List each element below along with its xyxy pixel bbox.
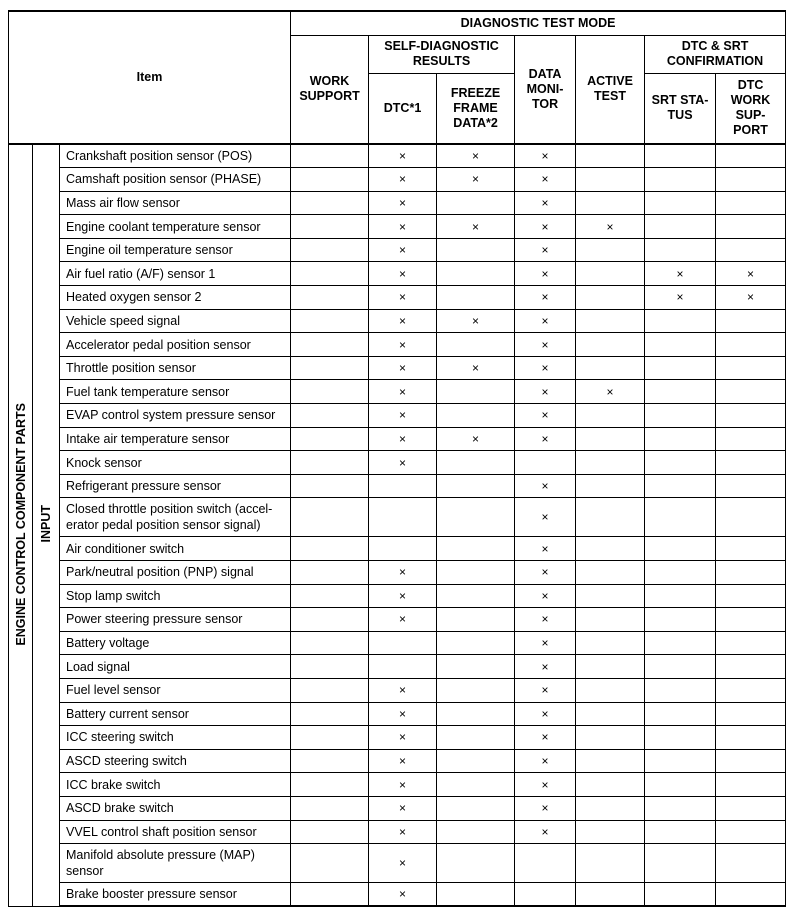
item-name: Manifold absolute pressure (MAP) sensor (60, 844, 291, 883)
mark-cell-active-test (576, 883, 645, 907)
mark-cell-dtc1: × (369, 451, 437, 475)
mark-cell-work-support (291, 404, 369, 428)
subgroup-label-cell (33, 144, 60, 906)
mark-cell-srt-status (645, 309, 716, 333)
active-test-header: ACTIVE TEST (576, 35, 645, 144)
mark-cell-data-monitor: × (515, 749, 576, 773)
mark-cell-dtc-work-support (716, 537, 786, 561)
mark-cell-dtc1: × (369, 309, 437, 333)
item-name: Mass air flow sensor (60, 191, 291, 215)
mark-cell-dtc-work-support (716, 404, 786, 428)
mark-cell-freeze-frame (437, 608, 515, 632)
mark-cell-dtc1 (369, 655, 437, 679)
table-row (9, 883, 786, 907)
mark-cell-data-monitor: × (515, 702, 576, 726)
mark-cell-freeze-frame (437, 404, 515, 428)
mark-cell-srt-status (645, 726, 716, 750)
mark-cell-dtc-work-support (716, 702, 786, 726)
mark-cell-active-test (576, 309, 645, 333)
mark-cell-dtc-work-support (716, 309, 786, 333)
mark-cell-active-test (576, 474, 645, 498)
mark-cell-data-monitor: × (515, 796, 576, 820)
mark-cell-srt-status (645, 796, 716, 820)
mark-cell-srt-status (645, 608, 716, 632)
mark-cell-dtc-work-support (716, 883, 786, 907)
mark-cell-dtc-work-support (716, 844, 786, 883)
mark-cell-active-test (576, 749, 645, 773)
mark-cell-dtc-work-support (716, 427, 786, 451)
dtc-work-support-header: DTC WORK SUP- PORT (716, 73, 786, 144)
mark-cell-freeze-frame (437, 702, 515, 726)
mark-cell-freeze-frame (437, 883, 515, 907)
mark-cell-dtc1 (369, 474, 437, 498)
mark-cell-srt-status (645, 631, 716, 655)
mark-cell-dtc-work-support (716, 584, 786, 608)
mark-cell-srt-status (645, 561, 716, 585)
mark-cell-dtc1: × (369, 404, 437, 428)
mark-cell-data-monitor: × (515, 286, 576, 310)
mark-cell-freeze-frame: × (437, 427, 515, 451)
mark-cell-data-monitor: × (515, 655, 576, 679)
table-row (9, 404, 786, 428)
mark-cell-srt-status (645, 678, 716, 702)
mark-cell-active-test (576, 427, 645, 451)
mark-cell-dtc-work-support: × (716, 262, 786, 286)
mark-cell-srt-status (645, 333, 716, 357)
table-row (9, 537, 786, 561)
mark-cell-data-monitor (515, 883, 576, 907)
mark-cell-dtc1: × (369, 561, 437, 585)
mark-cell-srt-status (645, 451, 716, 475)
mark-cell-active-test (576, 773, 645, 797)
mark-cell-freeze-frame (437, 451, 515, 475)
mark-cell-srt-status (645, 749, 716, 773)
item-name: Fuel tank temperature sensor (60, 380, 291, 404)
mark-cell-freeze-frame (437, 238, 515, 262)
mark-cell-dtc-work-support (716, 773, 786, 797)
mark-cell-dtc1: × (369, 844, 437, 883)
mark-cell-dtc-work-support (716, 380, 786, 404)
mark-cell-work-support (291, 238, 369, 262)
mark-cell-dtc1: × (369, 380, 437, 404)
mark-cell-srt-status (645, 168, 716, 192)
diagnostic-test-mode-header: DIAGNOSTIC TEST MODE (291, 11, 786, 35)
table-row (9, 451, 786, 475)
mark-cell-srt-status (645, 655, 716, 679)
mark-cell-active-test (576, 726, 645, 750)
work-support-header: WORK SUPPORT (291, 35, 369, 144)
mark-cell-srt-status (645, 144, 716, 168)
item-name: Throttle position sensor (60, 356, 291, 380)
mark-cell-srt-status (645, 474, 716, 498)
mark-cell-dtc1 (369, 498, 437, 537)
table-row (9, 286, 786, 310)
mark-cell-freeze-frame (437, 820, 515, 844)
mark-cell-freeze-frame (437, 796, 515, 820)
mark-cell-data-monitor: × (515, 678, 576, 702)
item-name: ICC brake switch (60, 773, 291, 797)
table-row (9, 631, 786, 655)
mark-cell-active-test: × (576, 215, 645, 239)
table-row (9, 726, 786, 750)
mark-cell-data-monitor: × (515, 584, 576, 608)
mark-cell-data-monitor: × (515, 356, 576, 380)
mark-cell-data-monitor: × (515, 333, 576, 357)
self-diagnostic-results-header: SELF-DIAGNOSTIC RESULTS (369, 35, 515, 73)
mark-cell-active-test (576, 561, 645, 585)
table-row (9, 608, 786, 632)
mark-cell-dtc-work-support (716, 561, 786, 585)
mark-cell-srt-status (645, 883, 716, 907)
mark-cell-dtc-work-support (716, 451, 786, 475)
mark-cell-active-test (576, 631, 645, 655)
mark-cell-active-test (576, 655, 645, 679)
item-name: Accelerator pedal position sensor (60, 333, 291, 357)
mark-cell-dtc1: × (369, 333, 437, 357)
mark-cell-freeze-frame (437, 773, 515, 797)
mark-cell-freeze-frame: × (437, 356, 515, 380)
mark-cell-srt-status (645, 820, 716, 844)
mark-cell-work-support (291, 215, 369, 239)
table-row (9, 168, 786, 192)
mark-cell-data-monitor: × (515, 498, 576, 537)
mark-cell-dtc1: × (369, 262, 437, 286)
item-header: Item (9, 11, 291, 144)
table-row (9, 678, 786, 702)
mark-cell-work-support (291, 796, 369, 820)
mark-cell-dtc-work-support (716, 608, 786, 632)
table-row (9, 498, 786, 537)
mark-cell-dtc-work-support (716, 796, 786, 820)
mark-cell-dtc1: × (369, 168, 437, 192)
mark-cell-active-test (576, 498, 645, 537)
table-row (9, 474, 786, 498)
mark-cell-work-support (291, 820, 369, 844)
mark-cell-data-monitor (515, 844, 576, 883)
mark-cell-data-monitor: × (515, 262, 576, 286)
mark-cell-freeze-frame (437, 333, 515, 357)
mark-cell-dtc1: × (369, 144, 437, 168)
mark-cell-srt-status (645, 380, 716, 404)
mark-cell-active-test (576, 678, 645, 702)
item-name: Engine coolant temperature sensor (60, 215, 291, 239)
item-name: Fuel level sensor (60, 678, 291, 702)
mark-cell-dtc-work-support (716, 168, 786, 192)
item-name: Load signal (60, 655, 291, 679)
mark-cell-dtc1 (369, 537, 437, 561)
mark-cell-srt-status (645, 773, 716, 797)
table-row (9, 356, 786, 380)
dtc-srt-confirmation-header: DTC & SRT CONFIRMATION (645, 35, 786, 73)
mark-cell-freeze-frame: × (437, 144, 515, 168)
mark-cell-dtc-work-support (716, 144, 786, 168)
mark-cell-work-support (291, 749, 369, 773)
mark-cell-work-support (291, 333, 369, 357)
item-name: ICC steering switch (60, 726, 291, 750)
table-row (9, 773, 786, 797)
item-name: Air conditioner switch (60, 537, 291, 561)
item-name: Intake air temperature sensor (60, 427, 291, 451)
mark-cell-data-monitor: × (515, 474, 576, 498)
srt-status-header: SRT STA- TUS (645, 73, 716, 144)
mark-cell-dtc1: × (369, 608, 437, 632)
mark-cell-work-support (291, 474, 369, 498)
mark-cell-work-support (291, 726, 369, 750)
mark-cell-dtc1: × (369, 678, 437, 702)
mark-cell-dtc-work-support (716, 356, 786, 380)
table-row (9, 820, 786, 844)
mark-cell-work-support (291, 702, 369, 726)
mark-cell-active-test (576, 537, 645, 561)
mark-cell-dtc-work-support (716, 191, 786, 215)
item-name: ASCD brake switch (60, 796, 291, 820)
mark-cell-work-support (291, 451, 369, 475)
table-row (9, 191, 786, 215)
diagnostic-mode-table (8, 10, 786, 907)
mark-cell-freeze-frame (437, 678, 515, 702)
mark-cell-work-support (291, 678, 369, 702)
mark-cell-active-test (576, 356, 645, 380)
mark-cell-work-support (291, 427, 369, 451)
subgroup-label: INPUT (39, 505, 53, 543)
mark-cell-active-test (576, 286, 645, 310)
mark-cell-srt-status (645, 537, 716, 561)
mark-cell-srt-status (645, 844, 716, 883)
mark-cell-freeze-frame (437, 474, 515, 498)
mark-cell-work-support (291, 655, 369, 679)
mark-cell-dtc-work-support (716, 631, 786, 655)
mark-cell-work-support (291, 844, 369, 883)
table-row (9, 309, 786, 333)
mark-cell-work-support (291, 191, 369, 215)
mark-cell-active-test (576, 262, 645, 286)
mark-cell-dtc-work-support (716, 655, 786, 679)
mark-cell-freeze-frame: × (437, 309, 515, 333)
mark-cell-dtc-work-support (716, 215, 786, 239)
mark-cell-freeze-frame (437, 655, 515, 679)
mark-cell-data-monitor: × (515, 215, 576, 239)
mark-cell-freeze-frame (437, 537, 515, 561)
mark-cell-data-monitor: × (515, 380, 576, 404)
mark-cell-work-support (291, 144, 369, 168)
mark-cell-data-monitor: × (515, 608, 576, 632)
mark-cell-dtc-work-support (716, 726, 786, 750)
table-row (9, 238, 786, 262)
table-row (9, 215, 786, 239)
item-name: EVAP control system pressure sensor (60, 404, 291, 428)
mark-cell-dtc-work-support (716, 333, 786, 357)
item-name: Park/neutral position (PNP) signal (60, 561, 291, 585)
mark-cell-freeze-frame (437, 631, 515, 655)
freeze-frame-header: FREEZE FRAME DATA*2 (437, 73, 515, 144)
mark-cell-srt-status (645, 404, 716, 428)
item-name: VVEL control shaft position sensor (60, 820, 291, 844)
table-row (9, 655, 786, 679)
mark-cell-data-monitor: × (515, 820, 576, 844)
item-name: Battery current sensor (60, 702, 291, 726)
table-row (9, 380, 786, 404)
mark-cell-data-monitor: × (515, 726, 576, 750)
item-name: Refrigerant pressure sensor (60, 474, 291, 498)
table-row (9, 749, 786, 773)
mark-cell-freeze-frame: × (437, 168, 515, 192)
mark-cell-srt-status (645, 191, 716, 215)
mark-cell-freeze-frame (437, 584, 515, 608)
mark-cell-data-monitor: × (515, 191, 576, 215)
mark-cell-dtc1: × (369, 191, 437, 215)
mark-cell-active-test (576, 702, 645, 726)
mark-cell-active-test (576, 191, 645, 215)
table-row (9, 584, 786, 608)
mark-cell-data-monitor: × (515, 537, 576, 561)
table-row (9, 702, 786, 726)
table-row (9, 333, 786, 357)
mark-cell-active-test (576, 451, 645, 475)
mark-cell-dtc1 (369, 631, 437, 655)
mark-cell-freeze-frame (437, 286, 515, 310)
mark-cell-work-support (291, 380, 369, 404)
mark-cell-active-test (576, 168, 645, 192)
mark-cell-data-monitor: × (515, 773, 576, 797)
mark-cell-dtc-work-support (716, 678, 786, 702)
item-name: Engine oil temperature sensor (60, 238, 291, 262)
mark-cell-work-support (291, 883, 369, 907)
mark-cell-work-support (291, 286, 369, 310)
mark-cell-active-test (576, 238, 645, 262)
mark-cell-data-monitor: × (515, 144, 576, 168)
mark-cell-srt-status (645, 702, 716, 726)
item-name: Battery voltage (60, 631, 291, 655)
data-monitor-header: DATA MONI- TOR (515, 35, 576, 144)
mark-cell-dtc-work-support (716, 474, 786, 498)
mark-cell-dtc-work-support (716, 820, 786, 844)
mark-cell-active-test (576, 144, 645, 168)
table-row (9, 144, 786, 168)
mark-cell-data-monitor: × (515, 404, 576, 428)
mark-cell-active-test (576, 796, 645, 820)
mark-cell-data-monitor: × (515, 631, 576, 655)
mark-cell-dtc1: × (369, 883, 437, 907)
table-row (9, 844, 786, 883)
mark-cell-freeze-frame (437, 561, 515, 585)
mark-cell-active-test (576, 844, 645, 883)
mark-cell-srt-status (645, 427, 716, 451)
mark-cell-active-test (576, 820, 645, 844)
mark-cell-dtc1: × (369, 749, 437, 773)
mark-cell-dtc1: × (369, 726, 437, 750)
item-name: Stop lamp switch (60, 584, 291, 608)
item-name: Knock sensor (60, 451, 291, 475)
mark-cell-data-monitor (515, 451, 576, 475)
mark-cell-freeze-frame (437, 191, 515, 215)
mark-cell-data-monitor: × (515, 427, 576, 451)
mark-cell-dtc1: × (369, 796, 437, 820)
mark-cell-work-support (291, 584, 369, 608)
mark-cell-dtc1: × (369, 238, 437, 262)
mark-cell-work-support (291, 309, 369, 333)
mark-cell-data-monitor: × (515, 561, 576, 585)
mark-cell-active-test (576, 608, 645, 632)
item-name: Power steering pressure sensor (60, 608, 291, 632)
mark-cell-dtc1: × (369, 820, 437, 844)
item-name: Brake booster pressure sensor (60, 883, 291, 907)
mark-cell-freeze-frame: × (437, 215, 515, 239)
mark-cell-dtc-work-support: × (716, 286, 786, 310)
dtc1-header: DTC*1 (369, 73, 437, 144)
mark-cell-freeze-frame (437, 844, 515, 883)
table-row (9, 262, 786, 286)
mark-cell-work-support (291, 262, 369, 286)
group-label-cell (9, 144, 33, 906)
mark-cell-srt-status (645, 238, 716, 262)
item-name: ASCD steering switch (60, 749, 291, 773)
mark-cell-data-monitor: × (515, 238, 576, 262)
mark-cell-dtc-work-support (716, 749, 786, 773)
mark-cell-active-test (576, 333, 645, 357)
mark-cell-dtc-work-support (716, 238, 786, 262)
mark-cell-srt-status (645, 356, 716, 380)
mark-cell-freeze-frame (437, 726, 515, 750)
mark-cell-srt-status: × (645, 262, 716, 286)
mark-cell-dtc1: × (369, 215, 437, 239)
mark-cell-srt-status: × (645, 286, 716, 310)
mark-cell-dtc1: × (369, 356, 437, 380)
item-name: Vehicle speed signal (60, 309, 291, 333)
mark-cell-work-support (291, 608, 369, 632)
mark-cell-work-support (291, 561, 369, 585)
mark-cell-dtc1: × (369, 286, 437, 310)
mark-cell-data-monitor: × (515, 168, 576, 192)
item-name: Heated oxygen sensor 2 (60, 286, 291, 310)
mark-cell-dtc1: × (369, 773, 437, 797)
item-name: Closed throttle position switch (accel- erator pedal position sensor signal) (60, 498, 291, 537)
mark-cell-dtc1: × (369, 427, 437, 451)
mark-cell-active-test (576, 584, 645, 608)
mark-cell-freeze-frame (437, 498, 515, 537)
mark-cell-work-support (291, 631, 369, 655)
table-row (9, 427, 786, 451)
mark-cell-active-test: × (576, 380, 645, 404)
item-name: Air fuel ratio (A/F) sensor 1 (60, 262, 291, 286)
table-row (9, 796, 786, 820)
mark-cell-srt-status (645, 215, 716, 239)
group-label: ENGINE CONTROL COMPONENT PARTS (13, 402, 28, 646)
mark-cell-dtc1: × (369, 584, 437, 608)
mark-cell-work-support (291, 356, 369, 380)
mark-cell-dtc1: × (369, 702, 437, 726)
mark-cell-work-support (291, 537, 369, 561)
mark-cell-freeze-frame (437, 380, 515, 404)
table-row (9, 561, 786, 585)
item-name: Camshaft position sensor (PHASE) (60, 168, 291, 192)
item-name: Crankshaft position sensor (POS) (60, 144, 291, 168)
mark-cell-srt-status (645, 498, 716, 537)
mark-cell-srt-status (645, 584, 716, 608)
mark-cell-data-monitor: × (515, 309, 576, 333)
mark-cell-work-support (291, 168, 369, 192)
mark-cell-active-test (576, 404, 645, 428)
table-body (9, 144, 786, 906)
mark-cell-work-support (291, 773, 369, 797)
mark-cell-work-support (291, 498, 369, 537)
mark-cell-dtc-work-support (716, 498, 786, 537)
mark-cell-freeze-frame (437, 262, 515, 286)
mark-cell-freeze-frame (437, 749, 515, 773)
